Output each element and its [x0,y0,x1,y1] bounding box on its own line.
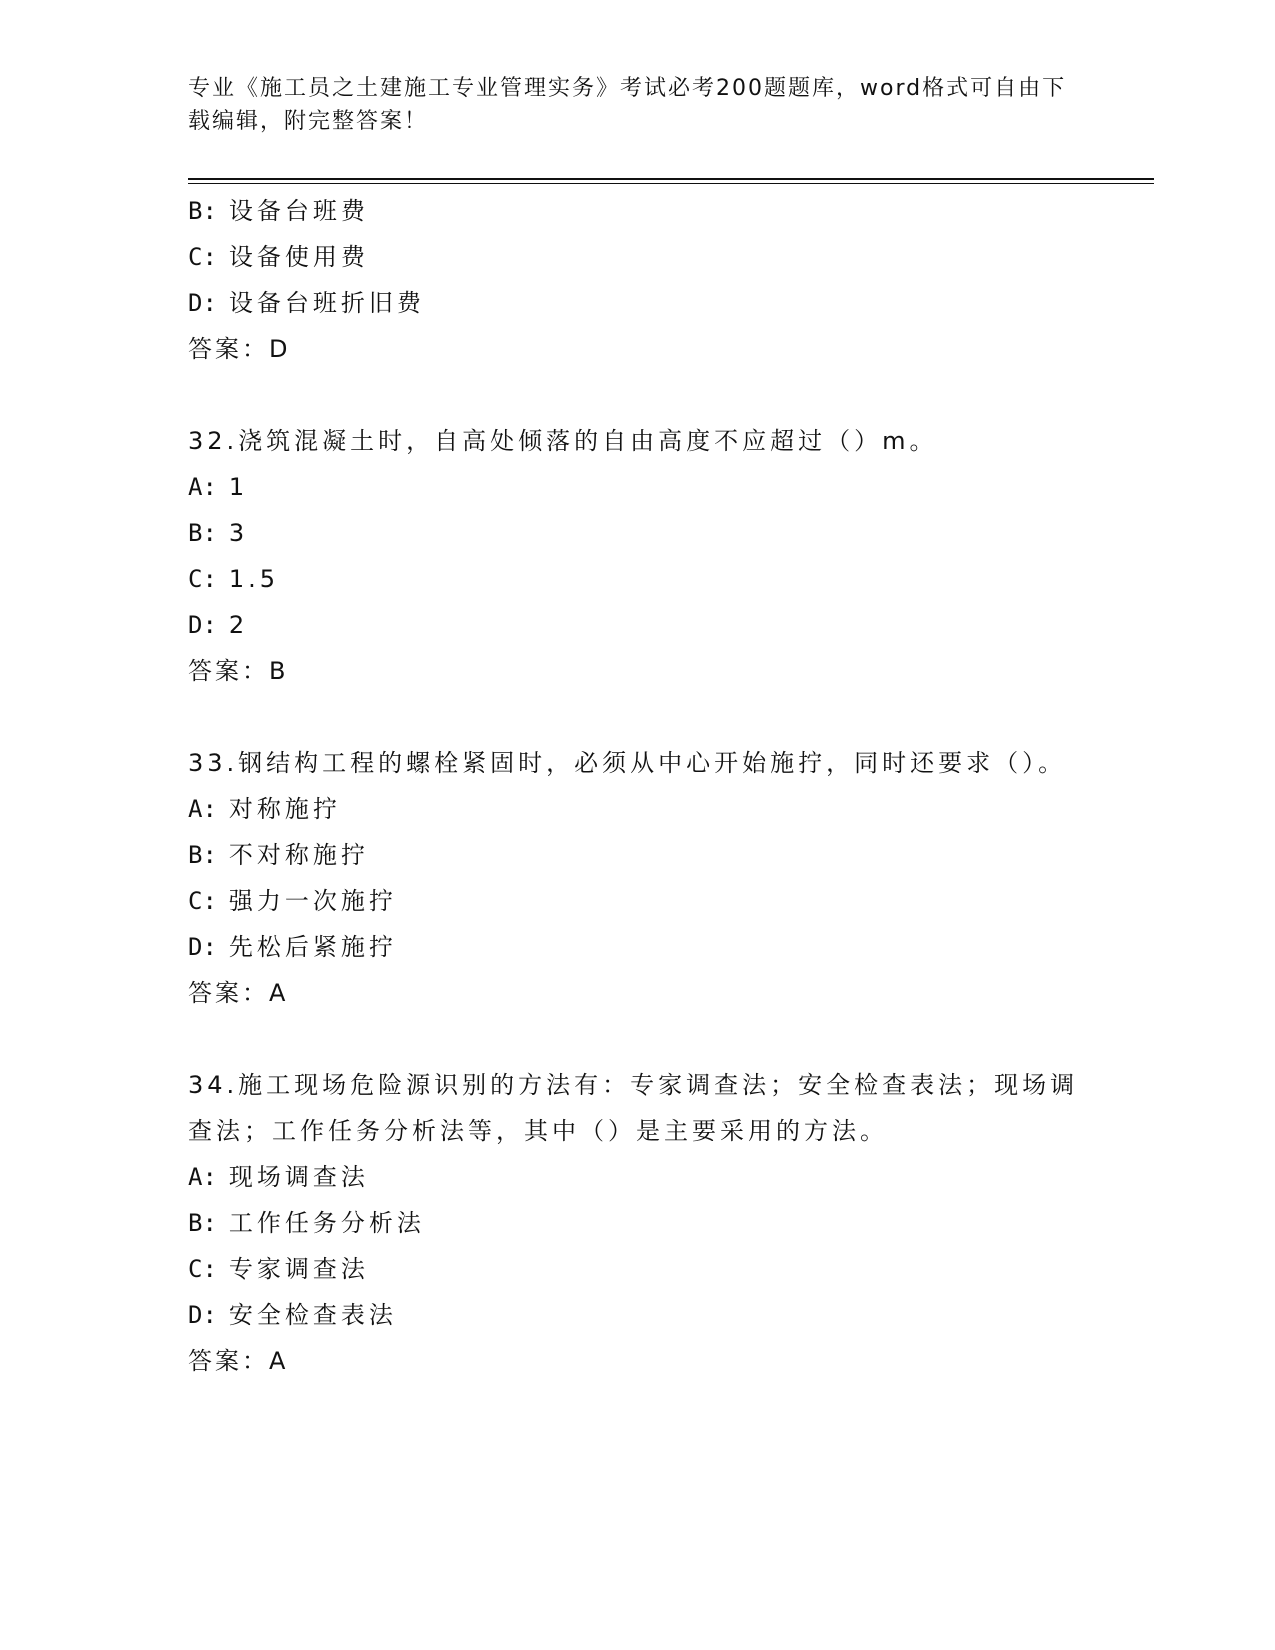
question-stem: 33.钢结构工程的螺栓紧固时，必须从中心开始施拧，同时还要求（）。 [188,749,1067,777]
option-text: 安全检查表法 [228,1301,397,1329]
option-a [188,786,1088,832]
option-text: 不对称施拧 [228,841,369,869]
option-letter: A: [188,1163,217,1191]
option-letter: A: [188,795,217,823]
question-list [188,188,1088,1384]
option-text: 工作任务分析法 [228,1209,425,1237]
option-letter: C: [188,565,217,593]
option-text: 设备使用费 [228,243,369,271]
option-letter: D: [188,289,217,317]
option-text: 专家调查法 [228,1255,369,1283]
option-b [188,188,1088,234]
option-letter: C: [188,243,217,271]
question-34 [188,1062,1088,1384]
option-text: 1.5 [228,565,280,593]
option-d [188,1292,1088,1338]
question-stem: 32.浇筑混凝土时，自高处倾落的自由高度不应超过（）m。 [188,427,938,455]
option-text: 设备台班折旧费 [228,289,425,317]
option-text: 3 [228,519,249,547]
option-text: 2 [228,611,249,639]
option-c [188,878,1088,924]
option-letter: D: [188,933,217,961]
option-b [188,832,1088,878]
option-letter: B: [188,519,217,547]
option-text: 现场调查法 [228,1163,369,1191]
option-letter: C: [188,1255,217,1283]
option-text: 对称施拧 [228,795,341,823]
option-letter: B: [188,197,217,225]
option-b [188,1200,1088,1246]
option-letter: A: [188,473,217,501]
option-b [188,510,1088,556]
spacer [188,694,1088,740]
option-c [188,1246,1088,1292]
question-stem: 34.施工现场危险源识别的方法有：专家调查法；安全检查表法；现场调查法；工作任务分析法等，其中（）是主要采用的方法。 [188,1071,1079,1145]
option-letter: B: [188,1209,217,1237]
spacer [188,1016,1088,1062]
option-letter: D: [188,1301,217,1329]
answer-line: 答案：A [188,979,289,1007]
option-letter: B: [188,841,217,869]
question-32 [188,418,1088,694]
answer-line: 答案：D [188,335,291,363]
option-letter: D: [188,611,217,639]
question-33 [188,740,1088,1016]
option-c [188,234,1088,280]
option-a [188,1154,1088,1200]
option-text: 1 [228,473,249,501]
partial-question [188,188,1088,372]
option-letter: C: [188,887,217,915]
document-header: 专业《施工员之土建施工专业管理实务》考试必考200题题库，word格式可自由下载编辑，附完整答案！ [188,76,1067,134]
option-d [188,602,1088,648]
option-text: 强力一次施拧 [228,887,397,915]
option-text: 先松后紧施拧 [228,933,397,961]
option-text: 设备台班费 [228,197,369,225]
answer-line: 答案：B [188,657,289,685]
option-c [188,556,1088,602]
option-a [188,464,1088,510]
header-rule-thick [188,178,1154,180]
option-d [188,280,1088,326]
option-d [188,924,1088,970]
answer-line: 答案：A [188,1347,289,1375]
header-rule-thin [188,183,1154,184]
spacer [188,372,1088,418]
